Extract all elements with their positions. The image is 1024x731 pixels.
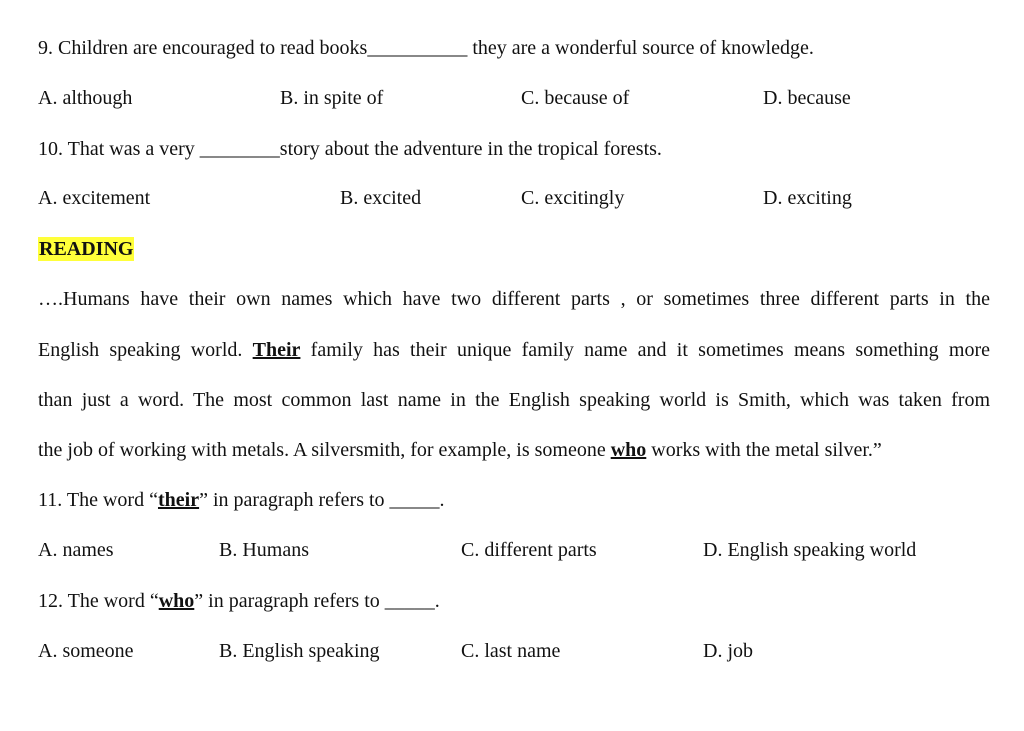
- question-11-text: [38, 488, 445, 512]
- q9-option-b: B. in spite of: [280, 87, 384, 109]
- reading-line-2-after: family has their unique family name and it sometimes means something more: [300, 339, 990, 361]
- q12-option-d: D. job: [703, 640, 753, 662]
- q11-before: 11. The word “: [38, 489, 158, 511]
- reading-line-1: [38, 287, 990, 311]
- q9-option-d: D. because: [763, 87, 851, 109]
- q10-option-d: D. exciting: [763, 187, 852, 209]
- reading-emph-their: Their: [252, 339, 301, 361]
- q11-option-d: D. English speaking world: [703, 539, 917, 561]
- q9-option-a: A. although: [38, 87, 133, 109]
- reading-line-3: [38, 388, 990, 412]
- question-12-text: [38, 589, 440, 613]
- q11-option-a: A. names: [38, 539, 114, 561]
- question-10-text: 10. That was a very ________story about the adventure in the tropical forests.: [38, 138, 662, 160]
- question-9-text: 9. Children are encouraged to read books__________ they are a wonderful source of knowledge.: [38, 37, 814, 59]
- q10-option-a: A. excitement: [38, 187, 151, 209]
- reading-line-4-before: the job of working with metals. A silversmith, for example, is someone: [38, 439, 611, 461]
- q9-option-c: C. because of: [521, 87, 630, 109]
- q12-emph: who: [158, 590, 195, 612]
- reading-emph-who: who: [610, 439, 647, 461]
- reading-line-4: [38, 438, 882, 462]
- q11-emph: their: [157, 489, 200, 511]
- q11-option-c: C. different parts: [461, 539, 597, 561]
- q12-option-a: A. someone: [38, 640, 134, 662]
- reading-line-2-before: English speaking world.: [38, 339, 253, 361]
- reading-heading: READING: [39, 238, 134, 260]
- q12-after: ” in paragraph refers to _____.: [194, 590, 440, 612]
- reading-line-3-text: than just a word. The most common last name in the English speaking world is Smith, which was taken from: [38, 389, 990, 411]
- q11-after: ” in paragraph refers to _____.: [199, 489, 445, 511]
- q10-option-c: C. excitingly: [521, 187, 625, 209]
- q12-option-c: C. last name: [461, 640, 561, 662]
- q12-option-b: B. English speaking: [219, 640, 380, 662]
- reading-line-4-after: works with the metal silver.”: [646, 439, 882, 461]
- q12-before: 12. The word “: [38, 590, 159, 612]
- reading-line-1-text: ….Humans have their own names which have two different parts , or sometimes three different parts in the: [38, 288, 990, 310]
- q11-option-b: B. Humans: [219, 539, 309, 561]
- reading-line-2: [38, 338, 990, 362]
- q10-option-b: B. excited: [340, 187, 422, 209]
